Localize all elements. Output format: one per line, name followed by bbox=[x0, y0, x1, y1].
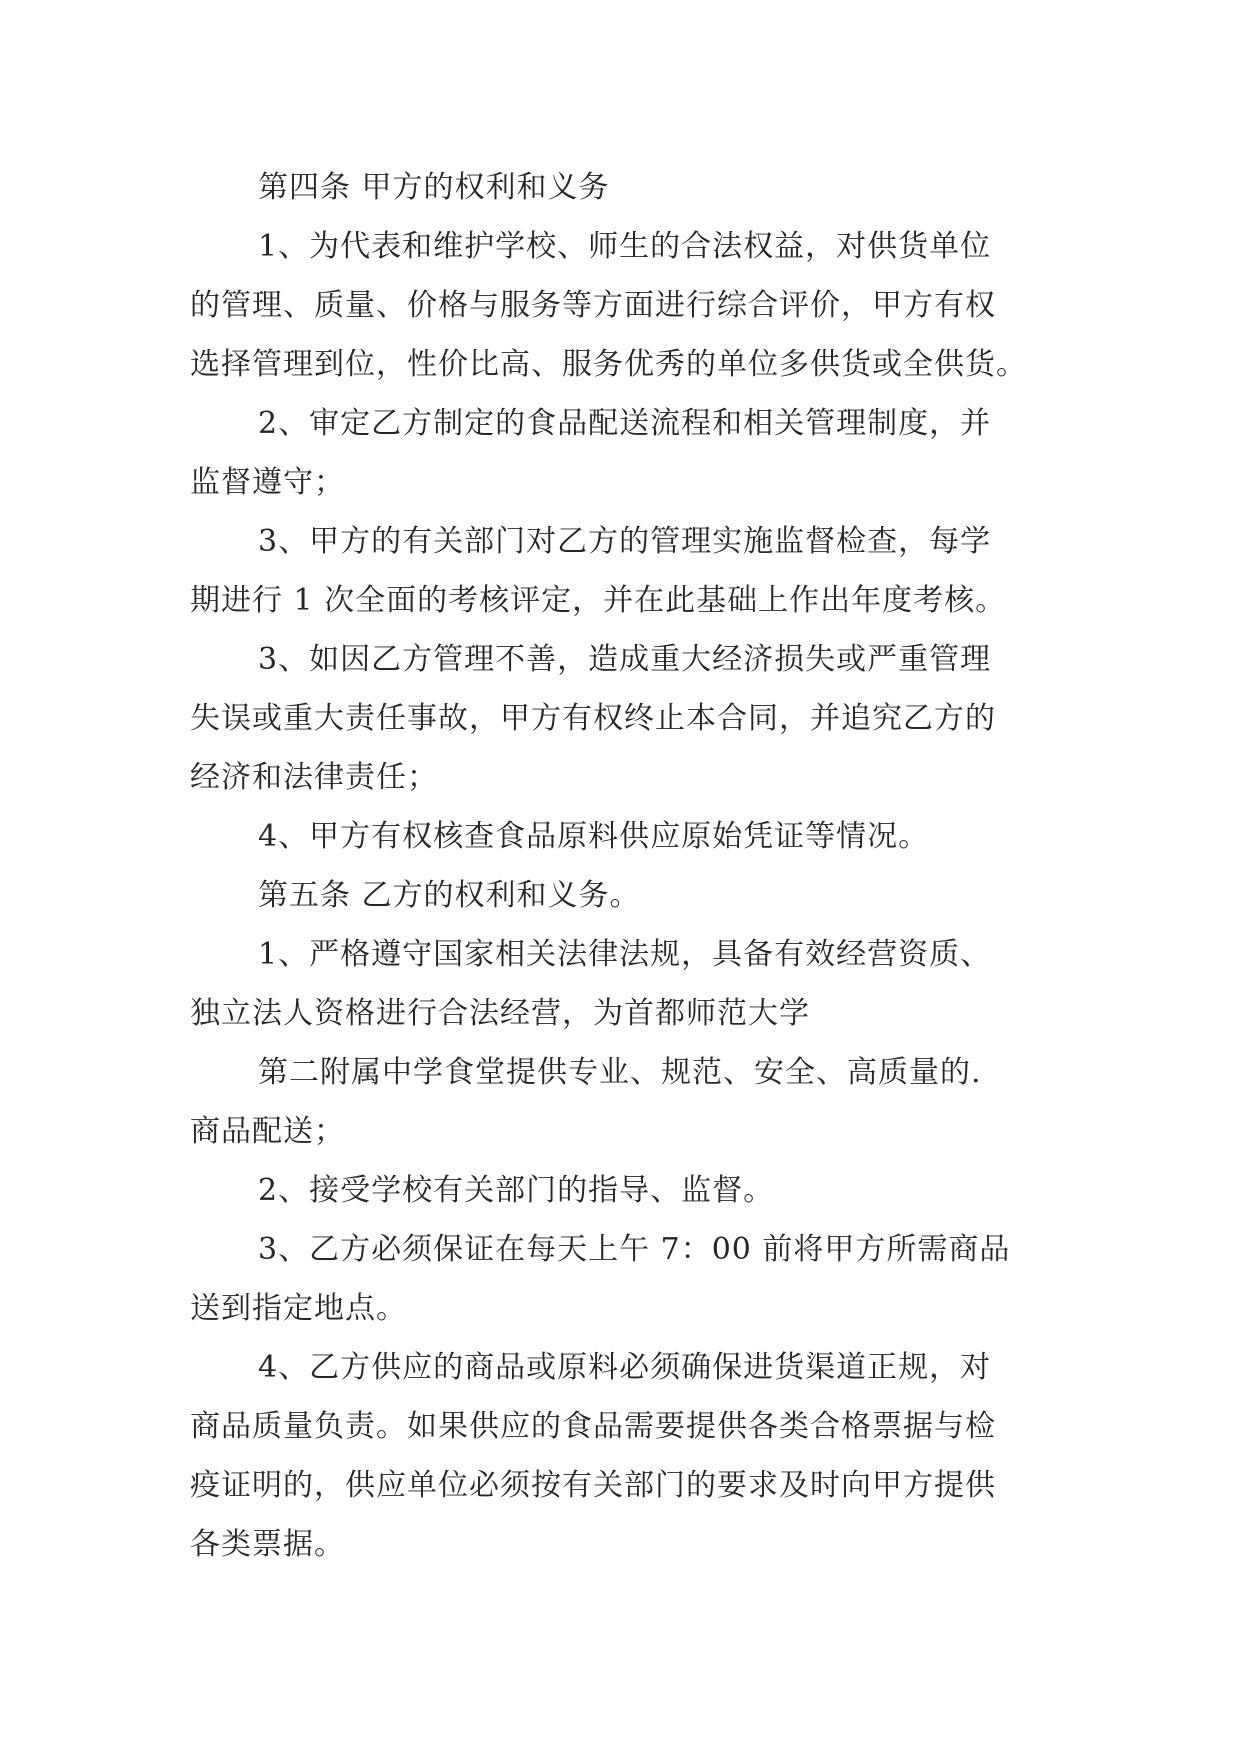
article-4-item-4: 4、甲方有权核查食品原料供应原始凭证等情况。 bbox=[258, 819, 930, 854]
article-4-item-3b-line-2: 失误或重大责任事故，甲方有权终止本合同，并追究乙方的 bbox=[190, 701, 996, 736]
article-5-item-1-line-4: 商品配送； bbox=[190, 1114, 345, 1149]
article-4-item-1-line-3: 选择管理到位，性价比高、服务优秀的单位多供货或全供货。 bbox=[190, 347, 1027, 382]
article-5-item-4-line-2: 商品质量负责。如果供应的食品需要提供各类合格票据与检 bbox=[190, 1409, 996, 1444]
document-body bbox=[190, 158, 1070, 1574]
article-5-item-3-line-1: 3、乙方必须保证在每天上午 7：00 前将甲方所需商品 bbox=[258, 1232, 1011, 1267]
article-5-item-4-line-1: 4、乙方供应的商品或原料必须确保进货渠道正规，对 bbox=[258, 1350, 992, 1385]
article-4-item-3b-line-1: 3、如因乙方管理不善，造成重大经济损失或严重管理 bbox=[258, 642, 992, 677]
article-5-item-3-line-2: 送到指定地点。 bbox=[190, 1291, 407, 1326]
article-4-item-2-line-1: 2、审定乙方制定的食品配送流程和相关管理制度，并 bbox=[258, 406, 992, 441]
article-5-heading: 第五条 乙方的权利和义务。 bbox=[258, 878, 641, 913]
article-4-item-3a-line-2: 期进行 1 次全面的考核评定，并在此基础上作出年度考核。 bbox=[190, 583, 1007, 618]
article-5-item-1-line-2: 独立法人资格进行合法经营，为首都师范大学 bbox=[190, 996, 810, 1031]
article-4-item-3a-line-1: 3、甲方的有关部门对乙方的管理实施监督检查，每学 bbox=[258, 524, 992, 559]
article-5-item-1-line-1: 1、严格遵守国家相关法律法规，具备有效经营资质、 bbox=[258, 937, 992, 972]
article-4-item-1-line-1: 1、为代表和维护学校、师生的合法权益，对供货单位 bbox=[258, 229, 992, 264]
article-5-item-1-line-3: 第二附属中学食堂提供专业、规范、安全、高质量的. bbox=[258, 1055, 982, 1090]
article-5-item-4-line-4: 各类票据。 bbox=[190, 1527, 345, 1562]
article-5-item-2: 2、接受学校有关部门的指导、监督。 bbox=[258, 1173, 775, 1208]
article-4-item-2-line-2: 监督遵守； bbox=[190, 465, 345, 500]
article-4-item-3b-line-3: 经济和法律责任； bbox=[190, 760, 438, 795]
article-5-item-4-line-3: 疫证明的，供应单位必须按有关部门的要求及时向甲方提供 bbox=[190, 1468, 996, 1503]
article-4-item-1-line-2: 的管理、质量、价格与服务等方面进行综合评价，甲方有权 bbox=[190, 288, 996, 323]
article-4-heading: 第四条 甲方的权利和义务 bbox=[258, 170, 610, 205]
